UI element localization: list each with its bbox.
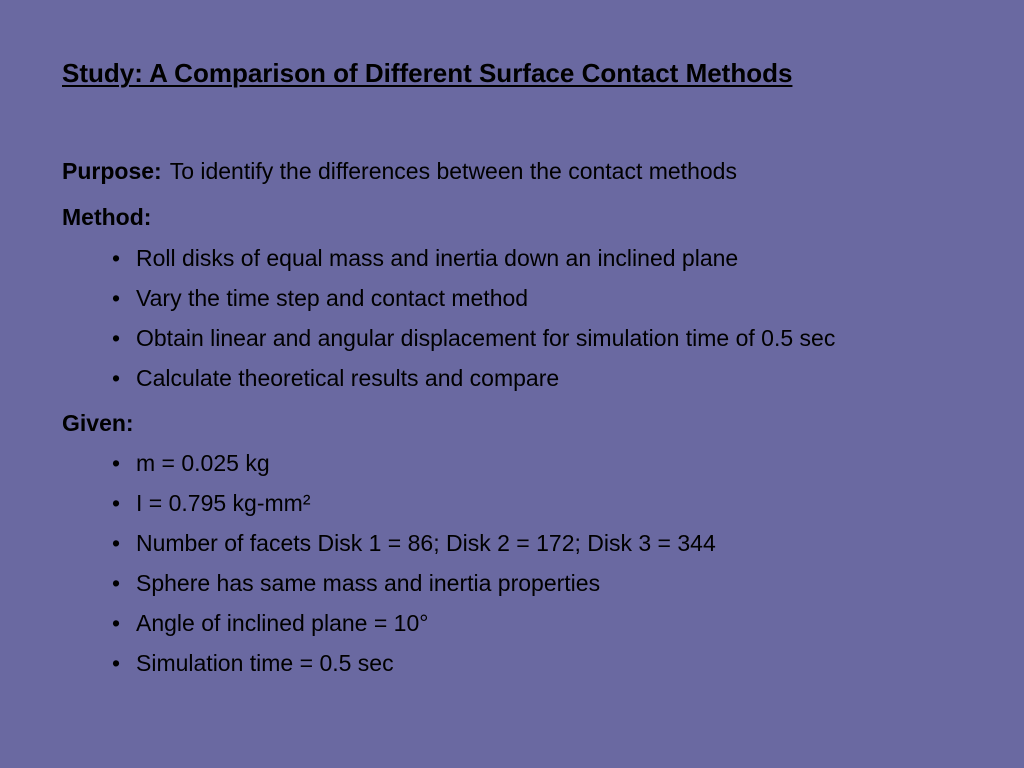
- given-item-text: Simulation time = 0.5 sec: [136, 650, 394, 676]
- bullet-icon: •: [112, 530, 121, 556]
- bullet-icon: •: [112, 570, 121, 596]
- list-item: [112, 324, 835, 364]
- given-item-text: Sphere has same mass and inertia properties: [136, 570, 601, 596]
- list-item: [112, 569, 716, 609]
- method-item-text: Obtain linear and angular displacement for simulation time of 0.5 sec: [136, 325, 836, 351]
- list-item: [112, 609, 716, 649]
- given-label: [62, 410, 134, 437]
- given-list: [112, 449, 716, 689]
- list-item: [112, 284, 835, 324]
- list-item: [112, 489, 716, 529]
- bullet-icon: •: [112, 450, 121, 476]
- given-item-text: Angle of inclined plane = 10°: [136, 610, 429, 636]
- method-item-text: Vary the time step and contact method: [136, 285, 529, 311]
- list-item: [112, 529, 716, 569]
- slide-title: Study: A Comparison of Different Surface Contact Methods: [62, 58, 793, 88]
- method-label: [62, 204, 151, 231]
- given-item-text: Number of facets Disk 1 = 86; Disk 2 = 172; Disk 3 = 344: [136, 530, 716, 556]
- purpose-label: Purpose:: [62, 158, 162, 184]
- method-list: [112, 244, 835, 404]
- bullet-icon: •: [112, 365, 121, 391]
- bullet-icon: •: [112, 245, 121, 271]
- bullet-icon: •: [112, 490, 121, 516]
- list-item: [112, 364, 835, 404]
- bullet-icon: •: [112, 325, 121, 351]
- method-item-text: Calculate theoretical results and compare: [136, 365, 560, 391]
- given-item-text: m = 0.025 kg: [136, 450, 270, 476]
- method-item-text: Roll disks of equal mass and inertia down an inclined plane: [136, 245, 739, 271]
- list-item: [112, 649, 716, 689]
- bullet-icon: •: [112, 285, 121, 311]
- method-heading: Method:: [62, 204, 152, 230]
- purpose-section: [62, 158, 737, 185]
- bullet-icon: •: [112, 650, 121, 676]
- purpose-text: To identify the differences between the contact methods: [169, 158, 737, 184]
- list-item: [112, 449, 716, 489]
- given-item-text: I = 0.795 kg-mm²: [136, 490, 311, 516]
- bullet-icon: •: [112, 610, 121, 636]
- given-heading: Given:: [62, 410, 134, 436]
- list-item: [112, 244, 835, 284]
